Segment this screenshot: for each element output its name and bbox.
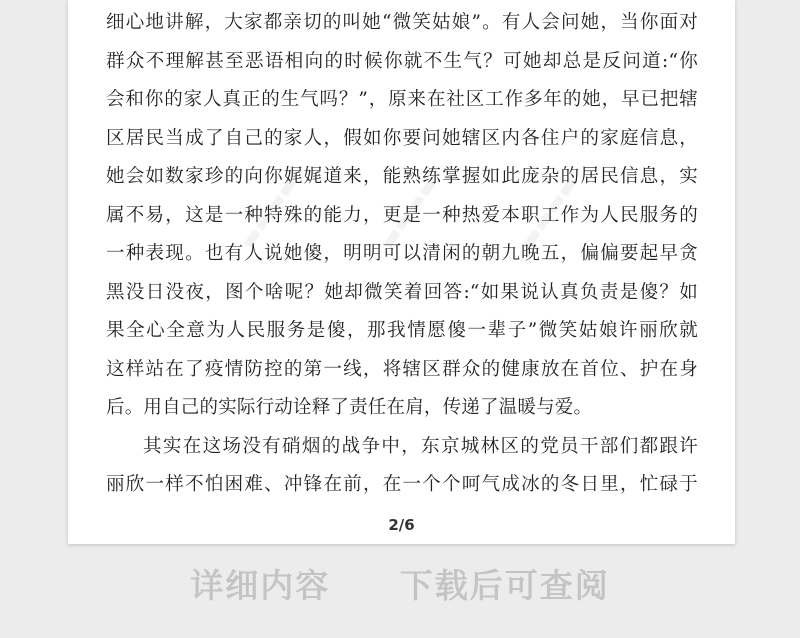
download-banner <box>0 560 800 610</box>
text-line: 后。用自己的实际行动诠释了责任在肩，传递了温暖与爱。 <box>106 397 593 418</box>
text-line: 果全心全意为人民服务是傻，那我情愿傻一辈子”微笑姑娘许丽欣就 <box>106 320 698 341</box>
watermark: ▬▬▬▬ <box>515 171 584 254</box>
watermark: ▬▬▬▬ <box>375 171 444 254</box>
text-line: 其实在这场没有硝烟的战争中，东京城林区的党员干部们都跟许 <box>143 435 698 457</box>
text-line: 属不易，这是一种特殊的能力，更是一种热爱本职工作为人民服务的 <box>106 204 698 226</box>
text-line: 她会如数家珍的向你娓娓道来，能熟练掌握如此庞杂的居民信息，实 <box>106 166 698 187</box>
page-number: 2/6 <box>388 516 415 534</box>
text-line: 这样站在了疫情防控的第一线，将辖区群众的健康放在首位、护在身 <box>106 358 698 380</box>
text-line: 细心地讲解，大家都亲切的叫她“微笑姑娘”。有人会问她，当你面对 <box>106 12 698 33</box>
text-line: 丽欣一样不怕困难、冲锋在前，在一个个呵气成冰的冬日里，忙碌于 <box>106 474 698 495</box>
footer-right-text: 下载后可查阅 <box>399 566 610 605</box>
text-line: 会和你的家人真正的生气吗？”，原来在社区工作多年的她，早已把辖 <box>106 89 698 110</box>
text-line: 群众不理解甚至恶语相向的时候你就不生气？可她却总是反问道:“你 <box>106 50 698 72</box>
text-line: 黑没日没夜，图个啥呢？她却微笑着回答:“如果说认真负责是傻？如 <box>106 281 698 303</box>
text-line: 区居民当成了自己的家人，假如你要问她辖区内各住户的家庭信息， <box>106 127 698 149</box>
document-page <box>68 0 735 544</box>
document-body <box>106 4 698 505</box>
watermark: ▬▬▬▬ <box>235 171 304 254</box>
footer-left-text: 详细内容 <box>190 566 331 605</box>
text-line: 一种表现。也有人说她傻，明明可以清闲的朝九晚五，偏偏要起早贪 <box>106 243 698 264</box>
